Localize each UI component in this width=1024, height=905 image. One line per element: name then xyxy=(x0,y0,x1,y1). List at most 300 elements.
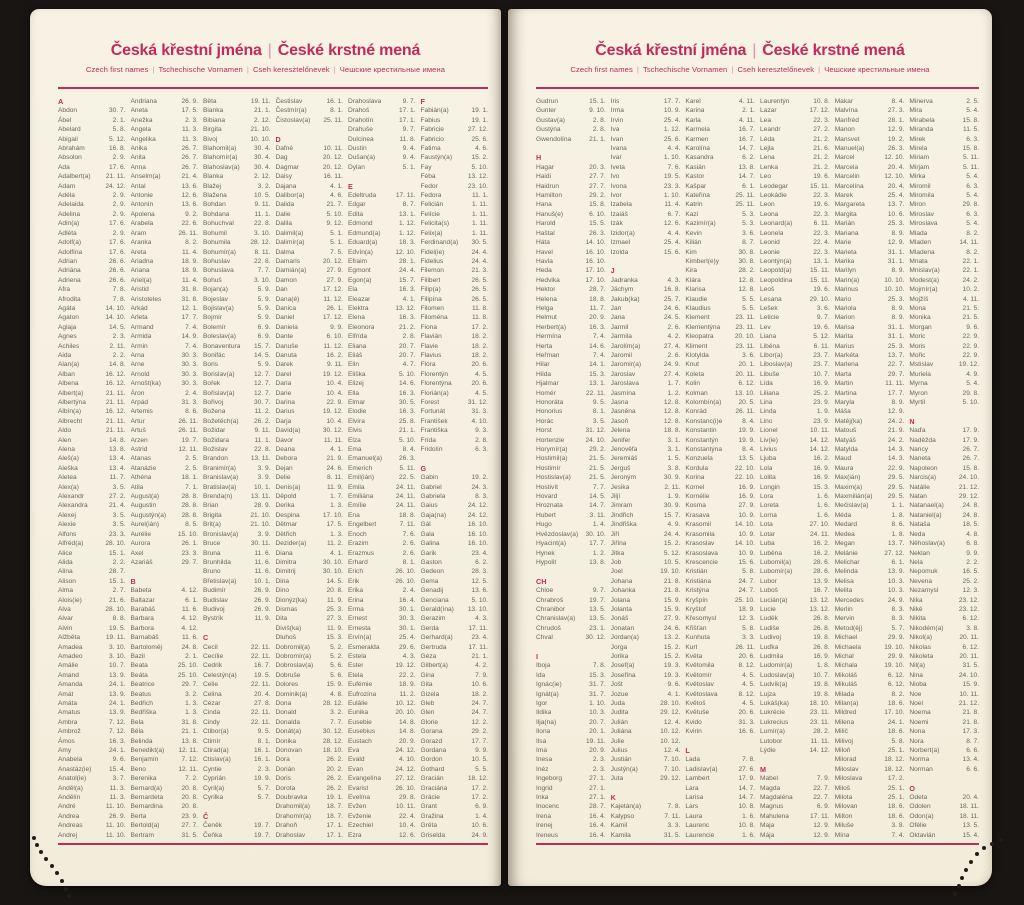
name-label: Arnošt(ka) xyxy=(130,380,161,388)
name-row xyxy=(760,200,830,209)
name-label: Kolman xyxy=(685,389,708,397)
name-row xyxy=(611,671,681,680)
name-row xyxy=(835,163,905,172)
nameday-date: 21. 5. xyxy=(962,304,980,312)
name-row xyxy=(58,614,126,623)
name-label: Donát(a) xyxy=(275,728,302,736)
name-label: Hilar xyxy=(536,361,550,369)
name-label: Laurenc xyxy=(685,822,710,830)
name-row xyxy=(348,266,416,275)
nameday-date: 12. 4. xyxy=(663,747,681,755)
name-label: Drahoslav xyxy=(275,831,306,839)
name-row xyxy=(276,746,344,755)
nameday-date: 5. 10. xyxy=(471,163,488,171)
nameday-date: 18. 8. xyxy=(663,427,681,435)
name-label: Mariana xyxy=(834,229,859,237)
name-row xyxy=(348,200,416,209)
name-row xyxy=(203,182,271,191)
name-label: Gala xyxy=(420,530,435,538)
name-label: Augustin xyxy=(130,502,157,510)
nameday-date: 16. 4. xyxy=(399,596,416,604)
name-row xyxy=(276,304,344,313)
nameday-date: 29. 8. xyxy=(962,201,980,209)
nameday-date: 15. 3. xyxy=(589,671,606,679)
nameday-date: 26. 2. xyxy=(254,417,271,425)
name-row xyxy=(909,586,979,595)
name-label: Andreas xyxy=(58,822,83,830)
nameday-date: 24. 3. xyxy=(471,483,488,491)
name-label: Gina xyxy=(420,671,435,679)
name-row xyxy=(421,219,489,228)
name-label: Miroslav xyxy=(909,210,934,218)
name-label: Medard xyxy=(834,521,858,529)
name-label: Kristýna xyxy=(685,587,710,595)
name-label: Marcelína xyxy=(834,182,864,190)
name-row xyxy=(348,389,416,398)
name-row xyxy=(421,426,489,435)
nameday-date: 19. 7. xyxy=(181,436,198,444)
nameday-date: 27. 9. xyxy=(326,267,343,275)
name-label: Lota xyxy=(760,521,773,529)
name-row xyxy=(421,285,489,294)
nameday-date: 22. 11. xyxy=(250,681,271,689)
name-label: Leonie xyxy=(760,248,780,256)
nameday-date: 30. 9. xyxy=(663,502,681,510)
nameday-date: 11. 2. xyxy=(326,540,343,548)
nameday-date: 3. 1. xyxy=(667,436,681,444)
name-row xyxy=(835,323,905,332)
nameday-date: 10. 5. xyxy=(663,558,681,566)
nameday-date: 27. 1. xyxy=(589,794,606,802)
nameday-date: 7. 9. xyxy=(475,671,488,679)
nameday-date: 5. 3. xyxy=(742,210,756,218)
name-row xyxy=(685,229,755,238)
name-row xyxy=(58,398,126,407)
name-label: Alvar xyxy=(58,615,74,623)
nameday-date: 15. 1. xyxy=(589,98,606,105)
name-row xyxy=(276,567,344,576)
name-label: Cyril(a) xyxy=(203,784,225,792)
name-row xyxy=(348,737,416,746)
name-row xyxy=(835,276,905,285)
name-label: Méda xyxy=(834,511,852,519)
name-row xyxy=(348,257,416,266)
name-label: Jaromír(a) xyxy=(610,361,642,369)
name-row xyxy=(760,690,830,699)
nameday-date: 15. 8. xyxy=(962,464,980,472)
name-label: Konstantýna xyxy=(685,446,723,454)
nameday-date: 10. 9. xyxy=(663,107,681,115)
nameday-date: 28. 12. xyxy=(250,239,271,247)
name-label: František xyxy=(420,417,448,425)
nameday-date: 19. 10. xyxy=(884,643,905,651)
nameday-date: 30. 3. xyxy=(181,370,198,378)
nameday-date: 25. 1. xyxy=(887,747,905,755)
name-label: Jimram xyxy=(610,502,633,510)
nameday-date: 1. 11. xyxy=(471,210,488,218)
name-label: Jolana xyxy=(610,596,631,604)
name-label: Dalibor(a) xyxy=(275,192,305,200)
nameday-date: 14. 5. xyxy=(326,577,343,585)
nameday-date: 20. 4. xyxy=(962,794,980,802)
name-row xyxy=(131,285,199,294)
nameday-date: 13. 9. xyxy=(887,568,905,576)
name-label: Odeta xyxy=(909,794,928,802)
name-label: Gudrun xyxy=(536,98,558,105)
nameday-date: 28. 12. xyxy=(322,700,343,707)
nameday-date: 24. 4. xyxy=(471,248,488,256)
name-label: Jindřich xyxy=(610,511,634,519)
name-row xyxy=(685,643,755,652)
name-row xyxy=(685,567,755,576)
name-label: Dalie xyxy=(275,210,291,218)
name-row xyxy=(58,699,126,708)
nameday-date: 26. 11. xyxy=(735,643,756,651)
nameday-date: 24. 12. xyxy=(467,502,488,510)
nameday-date: 24. 9. xyxy=(887,596,905,604)
name-label: Ctislav(a) xyxy=(203,756,231,764)
name-label: Gabriela xyxy=(420,493,446,501)
name-label: Aglaja xyxy=(58,323,77,331)
name-label: Kristiána xyxy=(685,577,711,585)
name-row xyxy=(536,492,606,501)
name-row xyxy=(611,219,681,228)
name-label: Erika xyxy=(348,587,364,595)
name-row xyxy=(58,643,126,652)
nameday-date: 21. 1. xyxy=(589,135,606,143)
name-row xyxy=(760,821,830,830)
name-row xyxy=(58,567,126,576)
name-label: Loreta xyxy=(760,502,779,510)
nameday-date: 16. 1. xyxy=(326,98,343,105)
name-label: Helena xyxy=(536,295,557,303)
name-label: Josefína xyxy=(610,671,636,679)
nameday-date: 14. 8. xyxy=(109,361,126,369)
nameday-date: 6. 8. xyxy=(966,540,980,548)
nameday-date: 24. 4. xyxy=(399,267,416,275)
name-label: Erazmus xyxy=(348,549,375,557)
name-row xyxy=(421,191,489,200)
name-label: Lina xyxy=(760,399,773,406)
name-label: Milovan xyxy=(834,803,858,811)
name-row xyxy=(760,219,830,228)
name-label: Bruce xyxy=(203,540,221,548)
name-row xyxy=(131,680,199,689)
name-label: Krasava xyxy=(685,511,710,519)
nameday-date: 12. 11. xyxy=(178,747,198,755)
name-label: Jaroslav xyxy=(610,370,636,378)
name-row xyxy=(421,398,489,407)
nameday-date: 26. 2. xyxy=(326,756,343,764)
name-label: Despina xyxy=(275,511,300,519)
name-label: Anežka xyxy=(130,116,153,124)
name-row xyxy=(348,718,416,727)
name-label: Eufrozína xyxy=(348,690,377,698)
name-label: Kleopatra xyxy=(685,333,714,341)
name-row xyxy=(611,558,681,567)
name-label: Leontýn(a) xyxy=(760,257,792,265)
name-label: Inka xyxy=(536,794,549,802)
name-row xyxy=(685,539,755,548)
name-label: Alva xyxy=(58,605,71,613)
name-row xyxy=(536,690,606,699)
name-label: Drahotín xyxy=(348,116,374,124)
name-row xyxy=(909,182,979,191)
name-label: Květomír xyxy=(685,671,712,679)
name-label: Lutobor xyxy=(760,737,783,745)
name-label: Leopold(a) xyxy=(760,267,792,275)
name-row xyxy=(835,426,905,435)
name-row xyxy=(835,605,905,614)
nameday-date: 11. 4. xyxy=(664,201,681,209)
name-row xyxy=(58,257,126,266)
name-label: Lešek xyxy=(760,304,778,312)
nameday-date: 8. 4. xyxy=(742,446,756,454)
name-label: Jasoň xyxy=(610,417,629,425)
name-row xyxy=(348,473,416,482)
name-row xyxy=(835,802,905,811)
nameday-date: 3. 6. xyxy=(742,351,756,359)
name-row xyxy=(348,558,416,567)
name-label: Noemi xyxy=(909,718,929,726)
nameday-date: 16. 3. xyxy=(399,389,416,397)
name-label: Gita xyxy=(420,681,433,689)
name-label: Fabricio xyxy=(420,135,444,143)
nameday-date: 8. 2. xyxy=(966,229,980,237)
nameday-date: 22. 11. xyxy=(250,709,271,717)
nameday-date: 16. 10. xyxy=(585,248,606,256)
name-row xyxy=(835,652,905,661)
nameday-date: 29. 7. xyxy=(181,681,198,689)
name-row xyxy=(835,501,905,510)
nameday-date: 28. 9. xyxy=(254,502,271,510)
name-label: Job xyxy=(610,558,622,566)
name-row xyxy=(348,652,416,661)
nameday-date: 31. 5. xyxy=(181,831,198,839)
nameday-date: 14. 7. xyxy=(589,502,606,510)
name-row xyxy=(276,699,344,708)
nameday-date: 31. 12. xyxy=(467,399,488,406)
name-label: Aletea xyxy=(58,474,77,482)
name-row xyxy=(536,295,606,304)
perforation-dot xyxy=(55,871,59,875)
name-row xyxy=(203,671,271,680)
name-row xyxy=(760,784,830,793)
name-row xyxy=(203,793,271,802)
name-row xyxy=(421,633,489,642)
name-row xyxy=(685,106,755,115)
name-label: Nevena xyxy=(909,577,933,585)
name-label: Noema xyxy=(909,709,931,717)
name-label: Marin(a) xyxy=(834,276,860,284)
name-label: Griselda xyxy=(420,831,446,839)
name-row xyxy=(58,586,126,595)
nameday-date: 20. 11. xyxy=(959,634,980,642)
name-label: Danica xyxy=(275,304,297,312)
name-label: Ludoslav(a) xyxy=(760,671,795,679)
name-label: Bohumil xyxy=(203,229,227,237)
name-row xyxy=(276,389,344,398)
name-row xyxy=(203,765,271,774)
name-label: Mervin xyxy=(834,615,855,623)
nameday-date: 16. 10. xyxy=(467,540,488,548)
nameday-date: 19. 3. xyxy=(663,671,681,679)
name-label: Naneta xyxy=(909,455,931,463)
name-row xyxy=(421,492,489,501)
name-row xyxy=(835,624,905,633)
name-row xyxy=(909,483,979,492)
nameday-date: 2. 3. xyxy=(112,333,126,341)
name-label: Lída xyxy=(760,380,773,388)
name-row xyxy=(685,266,755,275)
name-row xyxy=(131,661,199,670)
nameday-date: 19. 6. xyxy=(813,286,830,294)
name-row xyxy=(58,191,126,200)
name-row xyxy=(536,229,606,238)
name-row xyxy=(348,539,416,548)
name-label: Aurel(ián) xyxy=(130,521,160,529)
name-label: Leticie xyxy=(760,314,780,322)
nameday-date: 24. 10. xyxy=(958,671,980,679)
nameday-date: 11. 4. xyxy=(181,248,198,256)
name-label: Hugo xyxy=(536,521,552,529)
nameday-date: 26. 8. xyxy=(813,624,830,632)
nameday-date: 8. 5. xyxy=(185,521,198,529)
name-row xyxy=(348,643,416,652)
name-row xyxy=(131,351,199,360)
nameday-date: 14. 5. xyxy=(589,493,606,501)
name-label: Mnislav(a) xyxy=(909,267,940,275)
nameday-date: 15. 8. xyxy=(589,201,606,209)
nameday-date: 10. 10. xyxy=(884,276,905,284)
name-label: Adelaida xyxy=(58,201,84,209)
nameday-date: 7. 7. xyxy=(257,267,271,275)
name-row xyxy=(760,266,830,275)
nameday-date: 21. 10. xyxy=(250,521,271,529)
name-label: Blažej xyxy=(203,182,221,190)
name-row xyxy=(348,520,416,529)
name-row xyxy=(58,219,126,228)
nameday-date: 14. 11. xyxy=(959,239,980,247)
nameday-date: 21. 10. xyxy=(250,511,271,519)
name-label: Ludomír(a) xyxy=(760,662,793,670)
nameday-date: 23. 9. xyxy=(181,812,198,820)
nameday-date: 19. 10. xyxy=(660,568,681,576)
nameday-date: 23. 11. xyxy=(735,323,756,331)
name-row xyxy=(131,614,199,623)
nameday-date: 8. 2. xyxy=(891,690,905,698)
name-row xyxy=(131,135,199,144)
name-label: Klaudie xyxy=(685,295,708,303)
name-label: Kimberl(e)y xyxy=(685,257,720,265)
nameday-date: 11. 2. xyxy=(254,408,271,416)
name-row xyxy=(760,501,830,510)
name-label: Drahomil(a) xyxy=(275,803,310,811)
nameday-date: 1. 4. xyxy=(592,521,606,529)
name-row xyxy=(611,407,681,416)
nameday-date: 17. 3. xyxy=(962,728,980,736)
nameday-date: 10. 11. xyxy=(959,690,980,698)
blank-row xyxy=(131,567,199,576)
name-row xyxy=(203,313,271,322)
nameday-date: 1. 9. xyxy=(667,493,681,501)
nameday-date: 3. 8. xyxy=(966,624,980,632)
name-row xyxy=(203,163,271,172)
nameday-date: 22. 3. xyxy=(813,192,830,200)
nameday-date: 10. 4. xyxy=(326,389,343,397)
name-label: Lola xyxy=(760,464,773,472)
name-label: Maryla xyxy=(834,399,855,406)
name-label: Anselm(a) xyxy=(130,173,161,181)
nameday-date: 8. 9. xyxy=(891,304,905,312)
name-row xyxy=(58,793,126,802)
name-row xyxy=(536,304,606,313)
nameday-date: 28. 1. xyxy=(399,257,416,265)
nameday-date: 18. 5. xyxy=(962,521,980,529)
nameday-date: 25. 3. xyxy=(887,295,905,303)
name-label: Alvin xyxy=(58,624,73,632)
name-label: Kordula xyxy=(685,464,709,472)
nameday-date: 11. 8. xyxy=(471,304,488,312)
name-row xyxy=(276,793,344,802)
name-label: Babeta xyxy=(130,587,152,595)
name-columns-right xyxy=(536,97,979,841)
nameday-date: 1. 3. xyxy=(185,700,198,707)
nameday-date: 19. 11. xyxy=(585,737,606,745)
name-row xyxy=(835,680,905,689)
letter-heading: H xyxy=(536,153,542,163)
name-label: Dobromír(a) xyxy=(275,652,312,660)
name-label: Ingrid xyxy=(536,784,553,792)
nameday-date: 13. 2. xyxy=(663,634,681,642)
name-row xyxy=(203,285,271,294)
name-row xyxy=(685,238,755,247)
name-row xyxy=(835,821,905,830)
name-label: Hamilton xyxy=(536,192,563,200)
name-label: Frída xyxy=(420,436,436,444)
nameday-date: 21. 7. xyxy=(326,201,343,209)
name-label: Jiljí xyxy=(610,493,621,501)
nameday-date: 27. 2. xyxy=(813,126,830,134)
name-row xyxy=(421,727,489,736)
name-row xyxy=(611,342,681,351)
name-row xyxy=(760,238,830,247)
name-row xyxy=(131,737,199,746)
name-row xyxy=(276,511,344,520)
nameday-date: 21. 9. xyxy=(326,455,343,463)
name-row xyxy=(760,473,830,482)
name-row xyxy=(611,643,681,652)
name-label: Hermína xyxy=(536,333,562,341)
nameday-date: 8. 2. xyxy=(185,239,198,247)
name-row xyxy=(835,351,905,360)
name-label: Konstanc(i)e xyxy=(685,417,723,425)
nameday-date: 6. 9. xyxy=(475,803,488,811)
name-label: Albert(a) xyxy=(58,389,84,397)
nameday-date: 11. 7. xyxy=(589,304,606,312)
nameday-date: 26. 10. xyxy=(395,577,416,585)
name-label: Alena xyxy=(58,446,75,454)
name-row xyxy=(58,802,126,811)
name-label: Atanázie xyxy=(130,464,157,472)
name-row xyxy=(835,737,905,746)
nameday-date: 31. 5. xyxy=(663,831,681,839)
name-label: Naděžda xyxy=(909,436,936,444)
nameday-date: 12. 6. xyxy=(181,192,198,200)
name-label: Donika xyxy=(275,737,297,745)
name-label: Leona xyxy=(760,210,779,218)
nameday-date: 17. 2. xyxy=(471,784,488,792)
